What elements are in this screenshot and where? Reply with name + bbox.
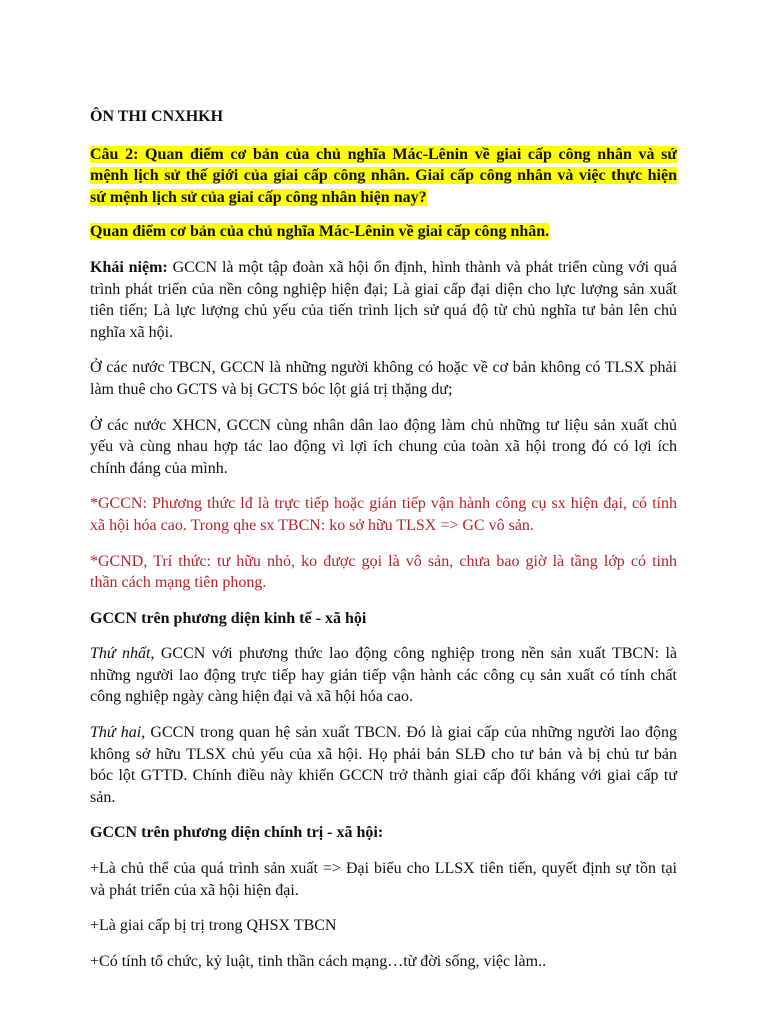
bullet-item-subject: +Là chủ thể của quá trình sản xuất => Đại biểu cho LLSX tiên tiến, quyết định sự tồn tại và phát triển của xã hội hiện đại.	[90, 860, 677, 899]
bullet-item-organization: +Có tính tổ chức, kỷ luật, tinh thần cách mạng…từ đời sống, việc làm..	[90, 952, 547, 970]
document-title: ÔN THI CNXHKH	[90, 108, 224, 125]
concept-label: Khái niệm:	[90, 258, 168, 276]
note-gcnd: *GCND, Trí thức: tư hữu nhỏ, ko được gọi là vô sản, chưa bao giờ là tầng lớp có tinh thần cách mạng tiên phong.	[90, 552, 677, 592]
document-page	[90, 106, 677, 986]
section-subtitle: Quan điểm cơ bản của chủ nghĩa Mác-Lênin về giai cấp công nhân.	[90, 223, 550, 241]
xhcn-paragraph: Ở các nước XHCN, GCCN cùng nhân dân lao động làm chủ những tư liệu sản xuất chủ yếu và cùng nhau hợp tác lao động vì lợi ích chung của toàn xã hội trong đó có lợi ích chính đáng của mình.	[90, 416, 677, 477]
bullet-item-ruled-class: +Là giai cấp bị trị trong QHSX TBCN	[90, 917, 337, 935]
tbcn-paragraph: Ở các nước TBCN, GCCN là những người không có hoặc về cơ bản không có TLSX phải làm thuê cho GCTS và bị GCTS bóc lột giá trị thặng dư;	[90, 359, 677, 398]
note-gccn: *GCCN: Phương thức lđ là trực tiếp hoặc gián tiếp vận hành công cụ sx hiện đại, có tính xã hội hóa cao. Trong qhe sx TBCN: ko sở hữu TLSX => GC vô sản.	[90, 495, 677, 534]
question-heading: Câu 2: Quan điểm cơ bản của chủ nghĩa Mác-Lênin về giai cấp công nhân và sứ mệnh lịch sử thế giới của giai cấp công nhân. Giai cấp công nhân và việc thực hiện sứ mệnh lịch sử của giai cấp công nhân hiện nay?	[90, 145, 677, 206]
heading-political-social: GCCN trên phương diện chính trị - xã hội:	[90, 824, 384, 842]
first-point-label: Thứ nhất	[90, 645, 151, 663]
heading-economic-social: GCCN trên phương diện kinh tế - xã hội	[90, 609, 367, 627]
first-point-paragraph: Thứ nhất, GCCN với phương thức lao động công nghiệp trong nền sản xuất TBCN: là những người lao động trực tiếp hay gián tiếp vận hành các công cụ sản xuất có tính chất công nghiệp ngày càng hiện đại và xã hội hóa cao.	[90, 645, 677, 706]
second-point-paragraph: Thứ hai, GCCN trong quan hệ sản xuất TBCN. Đó là giai cấp của những người lao động không sở hữu TLSX chủ yếu của xã hội. Họ phải bán SLĐ cho tư bản và bị chủ tư bản bóc lột GTTD. Chính điều này khiến GCCN trở thành giai cấp đối kháng với giai cấp tư sản.	[90, 724, 677, 806]
concept-paragraph: Khái niệm: GCCN là một tập đoàn xã hội ổn định, hình thành và phát triển cùng với quá trình phát triển của nền công nghiệp hiện đại; Là giai cấp đại diện cho lực lượng sản xuất tiên tiến; Là lực lượng chủ yếu của tiến trình lịch sử quá độ từ chủ nghĩa tư bản lên chủ nghĩa xã hội.	[90, 258, 678, 341]
second-point-label: Thứ hai	[90, 724, 142, 742]
